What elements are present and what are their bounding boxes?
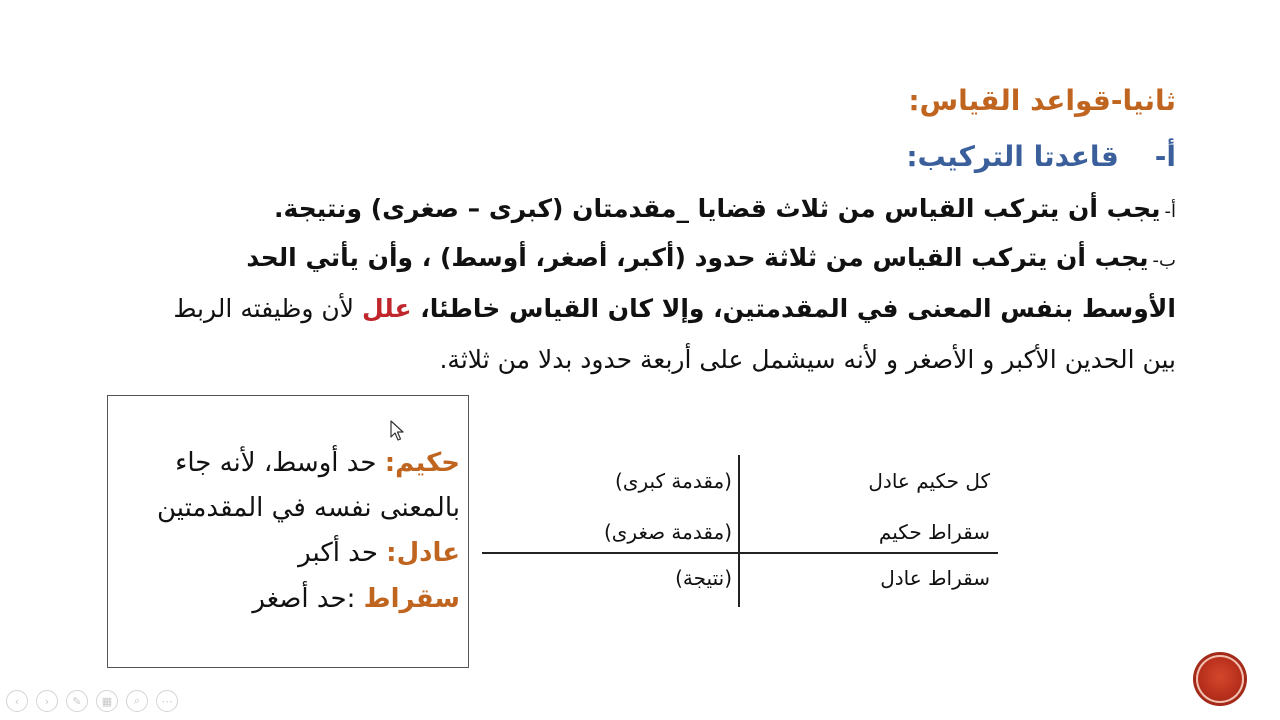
subheading <box>906 140 1176 173</box>
conclusion: سقراط عادل <box>880 566 990 590</box>
rule-line-1 <box>274 194 1176 223</box>
slideshow-controls <box>6 690 178 712</box>
rule-line-2 <box>246 243 1176 272</box>
rule-line-2-number: ب- <box>1152 250 1176 271</box>
rule-line-3 <box>173 294 1176 323</box>
conclusion-label: (نتيجة) <box>675 566 732 590</box>
university-seal-icon <box>1196 655 1244 703</box>
definition-minor-term <box>252 584 460 614</box>
premise-major-label: (مقدمة كبرى) <box>615 469 732 493</box>
see-all-slides-button[interactable] <box>96 690 118 712</box>
arrow-cursor-icon <box>390 420 404 442</box>
definition-major-term <box>298 538 460 568</box>
syllogism-diagram <box>480 455 1000 615</box>
justify-keyword: علل <box>361 294 412 323</box>
chevron-right-icon: › <box>44 694 50 708</box>
rule-line-1-number: أ- <box>1164 201 1176 222</box>
subheading-marker: أ- <box>1154 140 1176 173</box>
premise-minor-label: (مقدمة صغرى) <box>603 520 732 544</box>
previous-slide-button[interactable] <box>6 690 28 712</box>
pen-icon: ✎ <box>72 694 82 708</box>
term-adel: عادل: <box>386 538 460 568</box>
term-socrates: سقراط <box>363 584 460 614</box>
term-hakeem: حكيم: <box>384 448 460 478</box>
zoom-button[interactable] <box>126 690 148 712</box>
slide-title: ثانيا-قواعد القياس: <box>908 84 1176 117</box>
chevron-left-icon: ‹ <box>14 694 20 708</box>
subheading-text: قاعدتا التركيب: <box>906 140 1119 173</box>
premise-minor: سقراط حكيم <box>878 520 990 544</box>
pen-tool-button[interactable] <box>66 690 88 712</box>
definitions-box <box>107 395 469 668</box>
more-icon: ⋯ <box>161 694 173 708</box>
next-slide-button[interactable] <box>36 690 58 712</box>
definition-middle-continued: بالمعنى نفسه في المقدمتين <box>157 493 460 523</box>
definition-minor-text: :حد أصغر <box>252 584 364 614</box>
magnifier-icon: ⌕ <box>133 694 141 707</box>
premise-major: كل حكيم عادل <box>868 469 990 493</box>
definition-major-text: حد أكبر <box>298 538 387 568</box>
rule-line-4: بين الحدين الأكبر و الأصغر و لأنه سيشمل على أربعة حدود بدلا من ثلاثة. <box>439 345 1176 374</box>
rule-line-1-text: يجب أن يتركب القياس من ثلاث قضايا _مقدمتان (كبرى – صغرى) ونتيجة. <box>274 194 1161 223</box>
rule-line-3-part1: الأوسط بنفس المعنى في المقدمتين، وإلا كان القياس خاطئا، <box>411 294 1176 323</box>
more-options-button[interactable] <box>156 690 178 712</box>
syllogism-conclusion-line <box>482 552 998 554</box>
slides-grid-icon: ▦ <box>101 694 113 708</box>
definition-middle-term <box>175 448 460 478</box>
syllogism-vertical-divider <box>738 455 740 607</box>
rule-line-2-text: يجب أن يتركب القياس من ثلاثة حدود (أكبر، أصغر، أوسط) ، وأن يأتي الحد <box>246 243 1149 272</box>
definition-middle-text: حد أوسط، لأنه جاء <box>175 448 385 478</box>
rule-line-3-part2: لأن وظيفته الربط <box>173 294 362 323</box>
